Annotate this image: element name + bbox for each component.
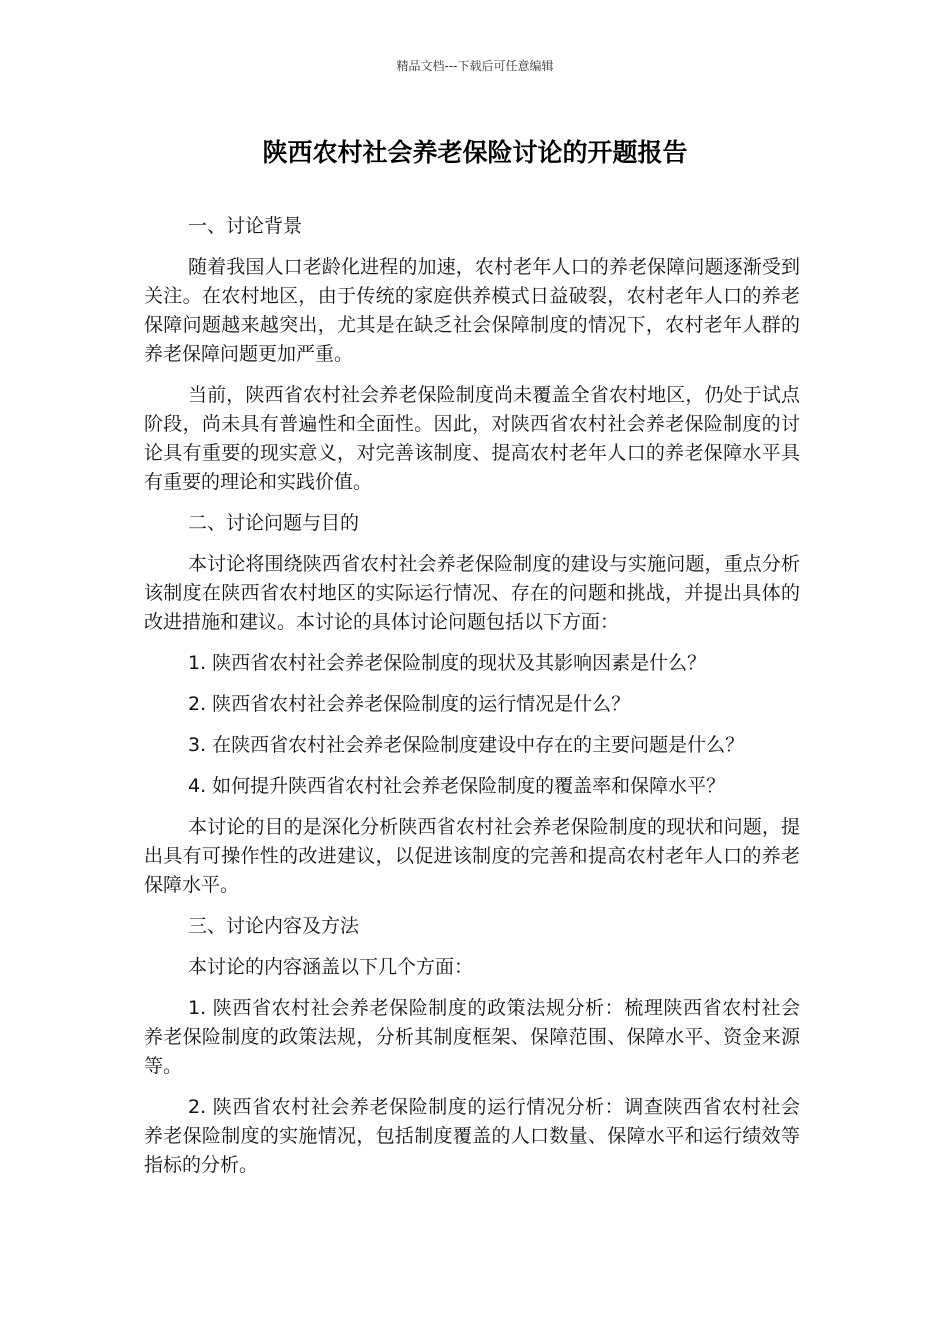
question-item-2: 2. 陕西省农村社会养老保险制度的运行情况是什么？ (188, 693, 631, 715)
paragraph-questions-intro: 本讨论将围绕陕西省农村社会养老保险制度的建设与实施问题，重点分析该制度在陕西省农村地区的实际运行情况、存在的问题和挑战，并提出具体的改进措施和建议。本讨论的具体讨论问题包括以下方面： (144, 553, 800, 633)
paragraph-background-1: 随着我国人口老龄化进程的加速，农村老年人口的养老保障问题逐渐受到关注。在农村地区，由于传统的家庭供养模式日益破裂，农村老年人口的养老保障问题越来越突出，尤其是在缺乏社会保障制度的情况下，农村老年人群的养老保障问题更加严重。 (144, 256, 800, 365)
paragraph-background-2: 当前，陕西省农村社会养老保险制度尚未覆盖全省农村地区，仍处于试点阶段，尚未具有普遍性和全面性。因此，对陕西省农村社会养老保险制度的讨论具有重要的现实意义，对完善该制度、提高农村老年人口的养老保障水平具有重要的理论和实践价值。 (144, 384, 800, 493)
question-item-3: 3. 在陕西省农村社会养老保险制度建设中存在的主要问题是什么？ (188, 734, 745, 756)
content-item-1: 1. 陕西省农村社会养老保险制度的政策法规分析：梳理陕西省农村社会养老保险制度的政策法规，分析其制度框架、保障范围、保障水平、资金来源等。 (144, 997, 800, 1077)
paragraph-purpose: 本讨论的目的是深化分析陕西省农村社会养老保险制度的现状和问题，提出具有可操作性的改进建议，以促进该制度的完善和提高农村老年人口的养老保障水平。 (144, 816, 800, 896)
section-heading-questions: 二、讨论问题与目的 (188, 512, 360, 534)
section-heading-background: 一、讨论背景 (188, 215, 303, 237)
question-item-4: 4. 如何提升陕西省农村社会养老保险制度的覆盖率和保障水平？ (188, 775, 726, 797)
content-item-2: 2. 陕西省农村社会养老保险制度的运行情况分析：调查陕西省农村社会养老保险制度的实施情况，包括制度覆盖的人口数量、保障水平和运行绩效等指标的分析。 (144, 1096, 800, 1176)
paragraph-content-intro: 本讨论的内容涵盖以下几个方面： (188, 956, 474, 978)
section-heading-content-methods: 三、讨论内容及方法 (188, 915, 360, 937)
document-title: 陕西农村社会养老保险讨论的开题报告 (262, 138, 688, 167)
page-header: 精品文档---下载后可任意编辑 (396, 59, 554, 73)
question-item-1: 1. 陕西省农村社会养老保险制度的现状及其影响因素是什么？ (188, 652, 707, 674)
document-body (144, 212, 800, 1192)
